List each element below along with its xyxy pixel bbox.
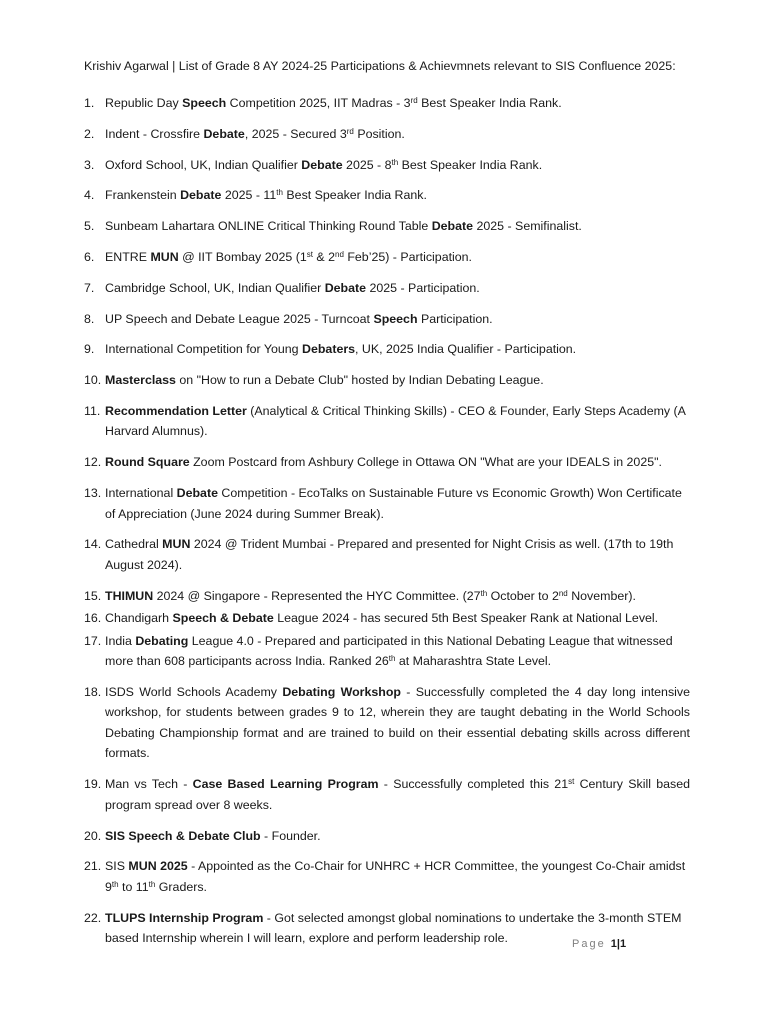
text-run: 2025 - Semifinalist. xyxy=(473,219,582,234)
list-item-number: 16. xyxy=(84,611,102,626)
list-item-number: 8. xyxy=(84,311,95,326)
text-run: Frankenstein xyxy=(105,188,181,203)
bold-text: Masterclass xyxy=(105,373,176,388)
achievement-list xyxy=(84,93,690,949)
list-item xyxy=(84,483,690,524)
superscript: th xyxy=(148,879,156,889)
list-item-text xyxy=(105,859,685,894)
page-footer xyxy=(572,938,626,950)
page-label: Page xyxy=(572,938,606,950)
list-item xyxy=(84,216,690,237)
list-item-text xyxy=(105,188,427,202)
text-run: Competition 2025, IIT Madras - 3 xyxy=(226,96,411,110)
text-run: , UK, 2025 India Qualifier - Participation. xyxy=(355,342,577,357)
list-item-number: 12. xyxy=(84,455,102,470)
list-item-number: 4. xyxy=(84,188,95,203)
list-item-text xyxy=(105,127,405,141)
list-item-number: 17. xyxy=(84,633,102,648)
text-run: Century Skill based program spread over 8 weeks. xyxy=(105,777,690,812)
text-run: November). xyxy=(567,588,636,603)
text-run: International Competition for Young xyxy=(105,342,303,357)
text-run: 2025 - Participation. xyxy=(366,280,480,295)
list-item xyxy=(84,774,690,815)
list-item xyxy=(84,339,690,360)
superscript: th xyxy=(480,588,488,598)
list-item-number: 6. xyxy=(84,249,95,264)
bold-text: Case Based Learning Program xyxy=(192,777,379,792)
list-item xyxy=(84,278,690,299)
list-item-text xyxy=(105,611,658,625)
bold-text: Speech xyxy=(373,311,418,326)
list-item xyxy=(84,826,690,847)
text-run: Republic Day xyxy=(105,96,183,110)
list-item-number: 1. xyxy=(84,96,95,110)
list-item-number: 9. xyxy=(84,342,95,357)
list-item xyxy=(84,401,690,442)
text-run: International xyxy=(105,486,177,501)
superscript: th xyxy=(391,157,399,167)
bold-text: Recommendation Letter xyxy=(105,403,247,418)
list-item-text xyxy=(105,455,662,469)
bold-text: Speech xyxy=(182,96,227,110)
document-page xyxy=(84,56,690,959)
text-run: - Successfully completed this 21 xyxy=(378,777,569,792)
text-run: - Appointed as the Co-Chair for UNHRC + HCR Committee, the youngest Co-Chair amidst 9 xyxy=(105,859,686,894)
list-item-text xyxy=(105,777,690,812)
list-item xyxy=(84,370,690,391)
list-item-text xyxy=(105,281,480,295)
bold-text: Debate xyxy=(431,219,474,234)
list-item-number: 7. xyxy=(84,280,95,295)
list-item-text xyxy=(105,373,544,387)
text-run: Position. xyxy=(353,126,405,141)
superscript: th xyxy=(276,188,283,198)
bold-text: Debaters xyxy=(302,342,356,357)
superscript: nd xyxy=(558,588,568,598)
text-run: Indent - Crossfire xyxy=(105,126,204,141)
text-run: Competition - EcoTalks on Sustainable Future vs Economic Growth) Won Certificate of Appreciation (June 2024 during Summer Break). xyxy=(105,486,682,521)
text-run: Man vs Tech - xyxy=(105,777,193,792)
text-run: Feb’25) - Participation. xyxy=(343,249,472,264)
list-item-number: 2. xyxy=(84,126,95,141)
document-title: Krishiv Agarwal | List of Grade 8 AY 2024-25 Participations & Achievmnets relevant to SIS Confluence 2025: xyxy=(84,59,676,73)
list-item xyxy=(84,631,690,672)
bold-text: Debating xyxy=(135,633,189,648)
list-item xyxy=(84,93,690,114)
text-run: - Got selected amongst global nominations to undertake the 3-month STEM based Internship wherein I will learn, explore and perform leadership role. xyxy=(105,910,682,946)
list-item-number: 20. xyxy=(84,828,102,843)
text-run: - Founder. xyxy=(260,828,321,843)
superscript: th xyxy=(388,654,396,664)
bold-text: Speech & Debate xyxy=(172,611,274,626)
text-run: Best Speaker India Rank. xyxy=(282,188,427,203)
list-item xyxy=(84,856,690,897)
list-item-number: 3. xyxy=(84,157,95,172)
list-item xyxy=(84,608,690,629)
list-item-number: 13. xyxy=(84,486,102,501)
list-item-text xyxy=(105,537,673,572)
superscript: nd xyxy=(335,249,344,259)
text-run: 2025 - 11 xyxy=(221,188,277,203)
text-run: Participation. xyxy=(417,311,493,326)
text-run: - Successfully completed the 4 day long intensive workshop, for students between grades 9 to 12, wherein they are taught debating in the World Schools Debating Championship format and are trained to build on their essential debating skills across different formats. xyxy=(105,684,690,761)
text-run: @ IIT Bombay 2025 (1 xyxy=(178,249,307,264)
list-item xyxy=(84,247,690,268)
text-run: Graders. xyxy=(155,879,207,894)
list-item-text xyxy=(105,486,682,521)
superscript: st xyxy=(568,777,575,787)
list-item-text xyxy=(105,685,690,761)
text-run: Cambridge School, UK, Indian Qualifier xyxy=(105,280,325,295)
text-run: League 2024 - has secured 5th Best Speaker Rank at National Level. xyxy=(273,611,659,626)
text-run: to 11 xyxy=(118,879,149,894)
text-run: Best Speaker India Rank. xyxy=(398,157,543,172)
list-item-text xyxy=(105,342,576,356)
bold-text: THIMUN xyxy=(105,588,154,603)
text-run: Best Speaker India Rank. xyxy=(417,96,562,110)
list-item-number: 18. xyxy=(84,684,102,699)
list-item xyxy=(84,155,690,176)
bold-text: Debating Workshop xyxy=(282,684,401,699)
text-run: Cathedral xyxy=(105,537,163,552)
list-item-number: 14. xyxy=(84,537,102,552)
bold-text: Debate xyxy=(324,280,367,295)
list-item-number: 10. xyxy=(84,373,102,388)
list-item-text xyxy=(105,158,542,172)
text-run: Oxford School, UK, Indian Qualifier xyxy=(105,157,302,172)
list-item xyxy=(84,124,690,145)
list-item xyxy=(84,586,690,607)
list-item-number: 15. xyxy=(84,588,102,603)
bold-text: TLUPS Internship Program xyxy=(105,910,264,925)
list-item-number: 22. xyxy=(84,910,102,925)
text-run: Zoom Postcard from Ashbury College in Ottawa ON "What are your IDEALS in 2025". xyxy=(189,455,662,470)
list-item-text xyxy=(105,404,685,439)
bold-text: Round Square xyxy=(105,455,190,470)
superscript: rd xyxy=(346,126,354,136)
text-run: at Maharashtra State Level. xyxy=(395,654,552,669)
text-run: ISDS World Schools Academy xyxy=(105,684,283,699)
list-item-text xyxy=(105,589,636,603)
page-current: 1 xyxy=(610,938,617,950)
bold-text: MUN 2025 xyxy=(128,859,188,874)
list-item-text xyxy=(105,96,562,110)
list-item-text xyxy=(105,829,321,843)
text-run: UP Speech and Debate League 2025 - Turncoat xyxy=(105,311,374,326)
text-run: , 2025 - Secured 3 xyxy=(244,126,347,141)
text-run: Chandigarh xyxy=(105,611,173,626)
superscript: st xyxy=(306,249,313,259)
list-item-number: 21. xyxy=(84,859,102,874)
text-run: (Analytical & Critical Thinking Skills) - CEO & Founder, Early Steps Academy (A Harvard Alumnus). xyxy=(105,403,686,439)
bold-text: Debate xyxy=(203,126,245,141)
text-run: 2024 @ Trident Mumbai - Prepared and presented for Night Crisis as well. (17th to 19th August 2024). xyxy=(105,537,674,572)
list-item-number: 19. xyxy=(84,777,102,792)
list-item xyxy=(84,682,690,764)
text-run: & 2 xyxy=(312,249,335,264)
superscript: rd xyxy=(410,96,418,105)
text-run: on "How to run a Debate Club" hosted by Indian Debating League. xyxy=(175,373,544,388)
text-run: India xyxy=(105,633,136,648)
list-item xyxy=(84,185,690,206)
bold-text: Debate xyxy=(301,157,343,172)
list-item-number: 5. xyxy=(84,219,95,234)
bold-text: Debate xyxy=(176,486,218,501)
text-run: SIS xyxy=(105,859,129,874)
list-item-number: 11. xyxy=(84,403,101,418)
list-item-text xyxy=(105,634,673,669)
text-run: League 4.0 - Prepared and participated in this National Debating League that witnessed more than 608 participants across India. Ranked 26 xyxy=(105,633,673,669)
text-run: Sunbeam Lahartara ONLINE Critical Thinking Round Table xyxy=(105,219,432,234)
list-item-text xyxy=(105,312,493,326)
page-total: 1 xyxy=(619,938,627,950)
list-item xyxy=(84,534,690,575)
bold-text: Debate xyxy=(180,188,222,203)
text-run: ENTRE xyxy=(105,249,151,264)
list-item-text xyxy=(105,250,472,264)
text-run: 2025 - 8 xyxy=(342,157,392,172)
text-run: October to 2 xyxy=(487,588,559,603)
superscript: th xyxy=(111,879,119,889)
bold-text: SIS Speech & Debate Club xyxy=(105,828,261,843)
bold-text: MUN xyxy=(162,537,191,552)
list-item xyxy=(84,309,690,330)
list-item-text xyxy=(105,219,582,233)
text-run: 2024 @ Singapore - Represented the HYC Committee. (27 xyxy=(153,588,481,603)
list-item xyxy=(84,452,690,473)
page-separator: | xyxy=(616,938,620,950)
bold-text: MUN xyxy=(150,249,179,264)
